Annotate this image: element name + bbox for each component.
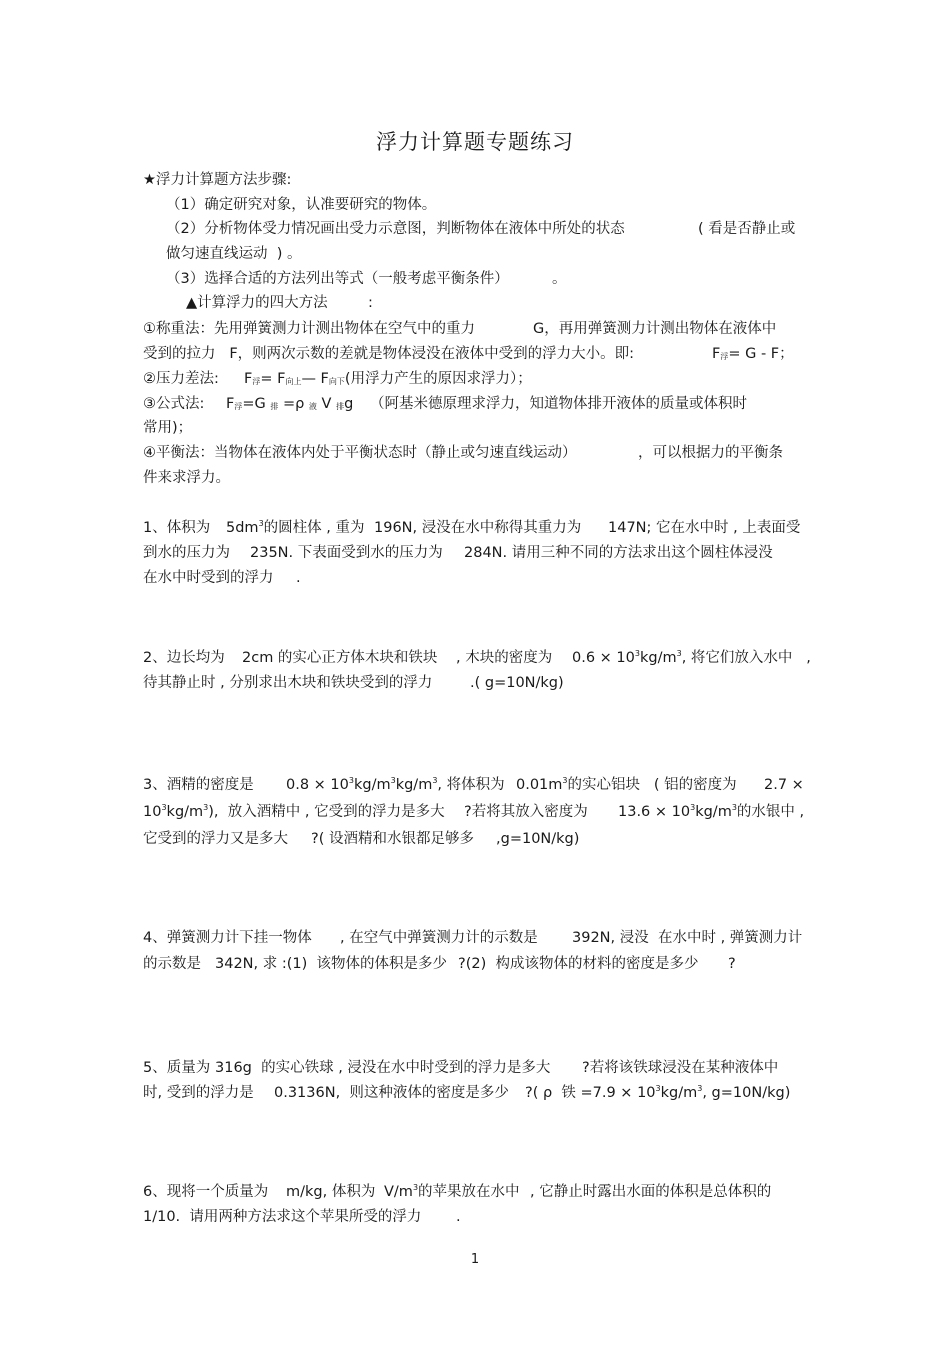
problem-3-line3a: 它受到的浮力又是多大: [143, 831, 288, 847]
problem-5-c: ?若将该铁球浸没在某种液体中: [582, 1060, 779, 1076]
problem-5-line2b: 0.3136N, 则这种液体的密度是多少: [274, 1085, 509, 1101]
problem-3-f: 2.7 ×: [764, 777, 804, 793]
problem-6-e: , 它静止时露出水面的体积是总体积的: [530, 1184, 772, 1200]
four-methods-heading: ▲计算浮力的四大方法: [186, 295, 328, 311]
method-step-2: （2）分析物体受力情况画出受力示意图，判断物体在液体中所处的状态: [166, 221, 625, 237]
problem-3-d: $0.01m^3$的实心铝块 ( 铝的密度为: [516, 776, 737, 793]
problem-4-line2a: 的示数是: [143, 956, 201, 972]
problem-3-line2e: $13.6 \times 10^3kg/m^3$的水银中 ,: [618, 803, 805, 820]
problem-5-line2a: 时, 受到的浮力是: [143, 1085, 254, 1101]
problem-2-b: 2cm 的实心正方体木块和铁块: [242, 650, 438, 666]
method-3-formula: $F_浮=G$ $_排$ =ρ $_液$ V $_排$g: [226, 396, 354, 412]
problem-2-line2: 待其静止时 , 分别求出木块和铁块受到的浮力: [143, 675, 433, 691]
problem-4-b: , 在空气中弹簧测力计的示数是: [340, 930, 538, 946]
page-title: 浮力计算题专题练习: [376, 130, 574, 154]
method-3-note-2: 常用)；: [143, 420, 193, 436]
problem-6-b: m/kg, 体积为: [286, 1184, 376, 1200]
method-1-formula: $F_浮= G - F$；: [712, 346, 794, 362]
method-2-label: ②压力差法:: [143, 371, 219, 387]
method-3-note: （阿基米德原理求浮力，知道物体排开液体的质量或体积时: [370, 396, 747, 412]
method-step-1: （1）确定研究对象，认准要研究的物体。: [166, 197, 437, 213]
method-heading: ★浮力计算题方法步骤:: [143, 172, 292, 188]
method-step-3-end: 。: [552, 271, 567, 287]
problem-2-c: , 木块的密度为: [456, 650, 553, 666]
problem-3-line2a: $10^3kg/m^3$), 放入酒精中 , 它受到的浮力是多大: [143, 803, 445, 820]
problem-6-line2b: .: [456, 1209, 461, 1225]
method-4-text: ④平衡法：当物体在液体内处于平衡状态时（静止或匀速直线运动）: [143, 445, 577, 461]
problem-4-a: 4、弹簧测力计下挂一物体: [143, 930, 312, 946]
page-number: 1: [470, 1252, 480, 1267]
method-step-3: （3）选择合适的方法列出等式（一般考虑平衡条件）: [166, 271, 509, 287]
problem-1-line2b: 235N. 下表面受到水的压力为: [250, 545, 443, 561]
four-methods-colon: :: [368, 295, 373, 311]
problem-1-line2c: 284N. 请用三种不同的方法求出这个圆柱体浸没: [464, 545, 773, 561]
problem-1-a: 1、体积为: [143, 520, 211, 536]
method-1-text-2: 受到的拉力 F，则两次示数的差就是物体浸没在液体中受到的浮力大小。即:: [143, 346, 635, 362]
problem-1-line2a: 到水的压力为: [143, 545, 230, 561]
problem-4-line2b: 342N, 求 :(1) 该物体的体积是多少: [215, 956, 447, 972]
problem-6-c: $V/m^3$的苹果放在水中: [384, 1183, 520, 1200]
problem-4-line2c: ?(2) 构成该物体的材料的密度是多少: [458, 956, 699, 972]
problem-5-line2c: ?( ρ 铁 $=7.9 \times 10^3kg/m^3$, g=10N/kg): [525, 1084, 791, 1101]
method-4-text-c: 件来求浮力。: [143, 470, 230, 486]
problem-4-c: 392N, 浸没 在水中时 , 弹簧测力计: [572, 930, 803, 946]
method-4-text-b: ，可以根据力的平衡条: [638, 445, 783, 461]
problem-1-b: $5dm^3$的圆柱体 , 重为: [226, 519, 365, 536]
problem-5-a: 5、质量为: [143, 1060, 211, 1076]
problem-3-line3c: ,g=10N/kg): [496, 831, 580, 847]
problem-1-line3: 在水中时受到的浮力: [143, 570, 274, 586]
problem-3-line3b: ?( 设酒精和水银都足够多: [311, 831, 474, 847]
problem-2-line2b: .( g=10N/kg): [470, 675, 564, 691]
problem-1-line3b: .: [296, 570, 301, 586]
problem-3-b: $0.8 \times 10^3kg/m^3kg/m^3$, 将体积为: [286, 776, 505, 793]
problem-6-a: 6、现将一个质量为: [143, 1184, 269, 1200]
problem-2-a: 2、边长均为: [143, 650, 225, 666]
problem-3-line2d: ?若将其放入密度为: [464, 804, 588, 820]
problem-5-b: 316g 的实心铁球 , 浸没在水中时受到的浮力是多大: [215, 1060, 551, 1076]
problem-4-line2d: ?: [728, 956, 736, 972]
method-3-label: ③公式法:: [143, 396, 205, 412]
problem-1-d: 196N, 浸没在水中称得其重力为: [374, 520, 582, 536]
method-step-2-note: ( 看是否静止或: [698, 221, 796, 237]
method-step-2-cont: 做匀速直线运动 ) 。: [166, 246, 302, 262]
method-1-text: ①称重法：先用弹簧测力计测出物体在空气中的重力: [143, 321, 475, 337]
problem-3-a: 3、酒精的密度是: [143, 777, 254, 793]
problem-6-line2a: 1/10. 请用两种方法求这个苹果所受的浮力: [143, 1209, 422, 1225]
problem-2-d: $0.6 \times 10^3kg/m^3$, 将它们放入水中 ,: [572, 649, 811, 666]
problem-1-e: 147N; 它在水中时 , 上表面受: [608, 520, 801, 536]
method-2-formula: $F_浮=$ $F_{向上}—$ $F_{向下}$(用浮力产生的原因求浮力）；: [244, 371, 532, 387]
method-1-text-g: G，再用弹簧测力计测出物体在液体中: [533, 321, 777, 337]
